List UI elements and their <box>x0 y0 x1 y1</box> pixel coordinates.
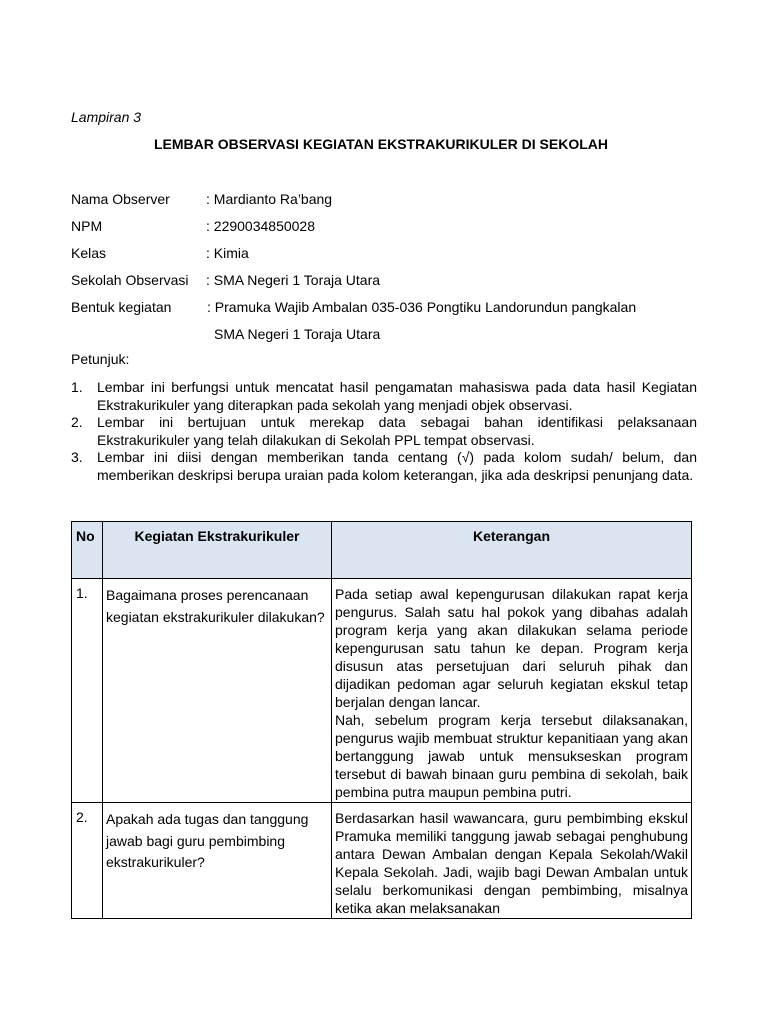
info-row-class <box>71 245 249 261</box>
list-text: Lembar ini berfungsi untuk mencatat hasil pengamatan mahasiswa pada data hasil Kegiatan Ekstrakurikuler yang diterapkan pada sekolah yang menjadi objek observasi. <box>97 379 697 413</box>
info-label: Kelas <box>71 245 107 261</box>
info-value: : Kimia <box>206 245 249 261</box>
document-title: LEMBAR OBSERVASI KEGIATAN EKSTRAKURIKULER DI SEKOLAH <box>154 136 608 152</box>
list-number: 1. <box>71 379 83 395</box>
row-answer <box>332 803 692 919</box>
list-number: 2. <box>71 414 83 430</box>
info-value: : Pramuka Wajib Ambalan 035-036 Pongtiku Landorundun pangkalan <box>207 299 637 315</box>
info-label: Sekolah Observasi <box>71 272 189 288</box>
observation-table <box>71 521 692 919</box>
list-item <box>71 449 697 484</box>
list-item <box>71 414 697 449</box>
info-row-activity <box>71 299 636 315</box>
instructions-list <box>71 379 697 484</box>
row-number: 1. <box>72 579 103 803</box>
info-value: : 2290034850028 <box>206 218 315 234</box>
row-question: Apakah ada tugas dan tanggung jawab bagi guru pembimbing ekstrakurikuler? <box>103 803 332 919</box>
info-value: : Mardianto Ra’bang <box>206 191 333 207</box>
info-value-continuation: SMA Negeri 1 Toraja Utara <box>214 326 381 342</box>
table-header-row <box>72 522 692 579</box>
column-header-notes: Keterangan <box>332 522 692 579</box>
info-label: Nama Observer <box>71 191 170 207</box>
list-text: Lembar ini diisi dengan memberikan tanda centang (√) pada kolom sudah/ belum, dan memberikan deskripsi berupa uraian pada kolom keterangan, jika ada deskripsi penunjang data. <box>97 449 697 483</box>
list-text: Lembar ini bertujuan untuk merekap data sebagai bahan identifikasi pelaksanaan Ekstrakurikuler yang telah dilakukan di Sekolah PPL tempat observasi. <box>97 414 697 448</box>
info-row-school <box>71 272 380 288</box>
table-row <box>72 579 692 803</box>
column-header-no: No <box>72 522 103 579</box>
instructions-label: Petunjuk: <box>71 351 130 367</box>
answer-paragraph: Pada setiap awal kepengurusan dilakukan rapat kerja pengurus. Salah satu hal pokok yang dibahas adalah program kerja yang akan dilakukan selama periode kepengurusan satu tahun ke depan. Program kerja disusun atas persetujuan dari seluruh pihak dan dijadikan pedoman agar seluruh kegiatan ekskul tetap berjalan dengan lancar. <box>335 586 688 710</box>
table-row <box>72 803 692 919</box>
answer-paragraph: Berdasarkan hasil wawancara, guru pembimbing ekskul Pramuka memiliki tanggung jawab sebagai penghubung antara Dewan Ambalan dengan Kepala Sekolah/Wakil Kepala Sekolah. Jadi, wajib bagi Dewan Ambalan untuk selalu berkomunikasi dengan pembimbing, misalnya ketika akan melaksanakan <box>335 810 688 916</box>
answer-paragraph: Nah, sebelum program kerja tersebut dilaksanakan, pengurus wajib membuat struktur kepanitiaan yang akan bertanggung jawab untuk mensukseskan program tersebut di bawah binaan guru pembina di sekolah, baik pembina putra maupun pembina putri. <box>335 712 688 800</box>
info-row-npm <box>71 218 315 234</box>
list-number: 3. <box>71 449 83 465</box>
appendix-label: Lampiran 3 <box>71 109 142 125</box>
info-value: : SMA Negeri 1 Toraja Utara <box>206 272 381 288</box>
info-label: NPM <box>71 218 103 234</box>
list-item <box>71 379 697 414</box>
row-number: 2. <box>72 803 103 919</box>
row-answer <box>332 579 692 803</box>
row-question: Bagaimana proses perencanaan kegiatan ekstrakurikuler dilakukan? <box>103 579 332 803</box>
info-row-observer <box>71 191 332 207</box>
info-label: Bentuk kegiatan <box>71 299 172 315</box>
column-header-activity: Kegiatan Ekstrakurikuler <box>103 522 332 579</box>
